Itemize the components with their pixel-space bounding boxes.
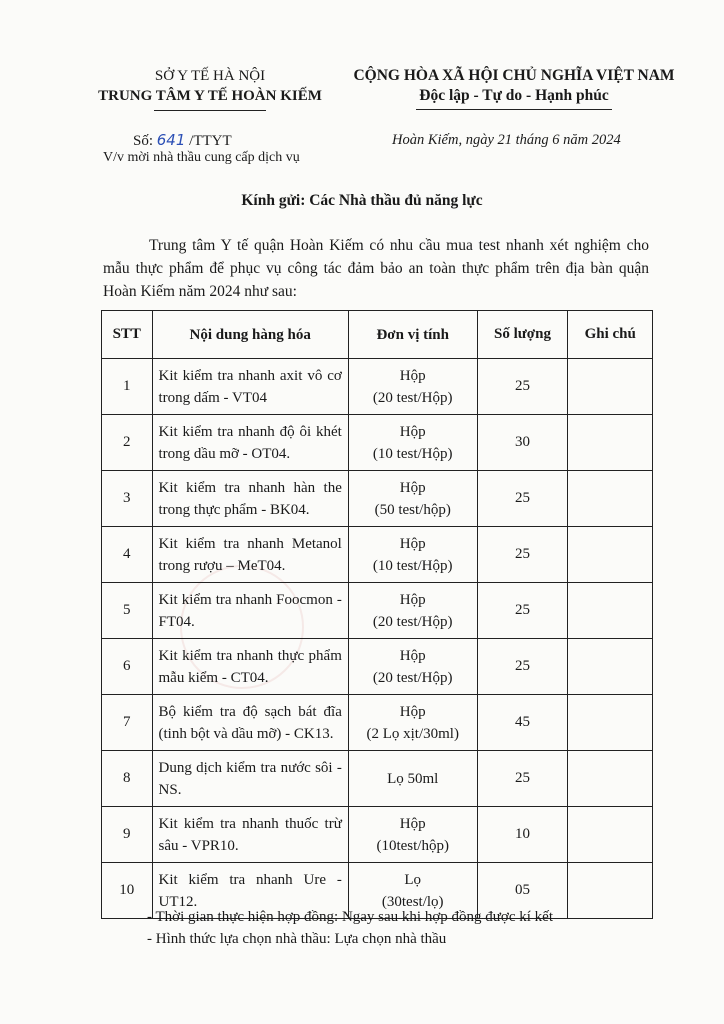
unit-detail: (2 Lọ xịt/30ml) xyxy=(366,725,459,742)
intro-paragraph: Trung tâm Y tế quận Hoàn Kiếm có nhu cầu mua test nhanh xét nghiệm cho mẫu thực phẩm để phục vụ công tác đảm bảo an toàn thực phẩm trên địa bàn quận Hoàn Kiếm năm 2024 như sau: xyxy=(103,237,649,300)
unit-detail: (20 test/Hộp) xyxy=(372,613,453,630)
issuer-block xyxy=(60,66,360,111)
row-note xyxy=(568,471,653,527)
row-qty: 25 xyxy=(477,639,568,695)
row-qty: 10 xyxy=(477,807,568,863)
row-unit xyxy=(348,359,477,415)
row-note xyxy=(568,863,653,919)
unit-main: Hộp xyxy=(399,591,426,608)
row-stt: 2 xyxy=(102,415,153,471)
row-stt: 6 xyxy=(102,639,153,695)
unit-main: Hộp xyxy=(399,703,426,720)
row-qty: 25 xyxy=(477,471,568,527)
header-qty: Số lượng xyxy=(477,311,568,359)
row-content: Kit kiểm tra nhanh Metanol trong rượu – MeT04. xyxy=(152,527,348,583)
row-content: Kit kiểm tra nhanh Ure - UT12. xyxy=(152,863,348,919)
row-note xyxy=(568,583,653,639)
row-stt: 3 xyxy=(102,471,153,527)
row-stt: 9 xyxy=(102,807,153,863)
row-unit xyxy=(348,471,477,527)
header-unit: Đơn vị tính xyxy=(348,311,477,359)
unit-main: Hộp xyxy=(399,535,426,552)
row-qty: 25 xyxy=(477,527,568,583)
row-content: Kit kiểm tra nhanh độ ôi khét trong dầu mỡ - OT04. xyxy=(152,415,348,471)
unit-main: Lọ xyxy=(404,871,422,888)
unit-detail: (10 test/Hộp) xyxy=(372,445,453,462)
motto-underline xyxy=(416,109,612,110)
row-qty: 25 xyxy=(477,359,568,415)
table-row xyxy=(102,695,653,751)
row-unit xyxy=(348,695,477,751)
document-number xyxy=(133,131,232,150)
row-stt: 8 xyxy=(102,751,153,807)
row-note xyxy=(568,695,653,751)
unit-main: Hộp xyxy=(399,479,426,496)
number-prefix: Số: xyxy=(133,133,154,149)
place-date: Hoàn Kiếm, ngày 21 tháng 6 năm 2024 xyxy=(392,132,621,148)
unit-detail: (50 test/hộp) xyxy=(374,501,451,518)
row-qty: 30 xyxy=(477,415,568,471)
row-note xyxy=(568,751,653,807)
row-qty: 05 xyxy=(477,863,568,919)
issuer-underline xyxy=(154,110,266,111)
row-unit xyxy=(348,583,477,639)
unit-detail: (30test/lọ) xyxy=(381,893,444,910)
row-content: Kit kiểm tra nhanh Foocmon - FT04. xyxy=(152,583,348,639)
row-unit xyxy=(348,639,477,695)
row-content: Bộ kiểm tra độ sạch bát đĩa (tinh bột và dầu mỡ) - CK13. xyxy=(152,695,348,751)
row-stt: 5 xyxy=(102,583,153,639)
unit-main: Hộp xyxy=(399,815,426,832)
header-note: Ghi chú xyxy=(568,311,653,359)
table-row xyxy=(102,583,653,639)
row-stt: 4 xyxy=(102,527,153,583)
national-header xyxy=(328,66,700,110)
row-unit xyxy=(348,415,477,471)
row-note xyxy=(568,807,653,863)
national-motto: Độc lập - Tự do - Hạnh phúc xyxy=(419,87,609,104)
table-header-row xyxy=(102,311,653,359)
unit-detail: (20 test/Hộp) xyxy=(372,389,453,406)
table-row xyxy=(102,751,653,807)
unit-detail: (10test/hộp) xyxy=(376,837,449,854)
row-content: Kit kiểm tra nhanh hàn the trong thực phẩm - BK04. xyxy=(152,471,348,527)
row-qty: 25 xyxy=(477,583,568,639)
handwritten-number: 641 xyxy=(156,131,186,149)
row-note xyxy=(568,359,653,415)
header-stt: STT xyxy=(102,311,153,359)
unit-main: Hộp xyxy=(399,647,426,664)
table-row xyxy=(102,639,653,695)
row-qty: 45 xyxy=(477,695,568,751)
country-name: CỘNG HÒA XÃ HỘI CHỦ NGHĨA VIỆT NAM xyxy=(353,67,675,84)
document-subject: V/v mời nhà thầu cung cấp dịch vụ xyxy=(103,150,300,165)
row-qty: 25 xyxy=(477,751,568,807)
row-stt: 7 xyxy=(102,695,153,751)
row-content: Kit kiểm tra nhanh thực phẩm mẫu kiểm - CT04. xyxy=(152,639,348,695)
note-line: - Hình thức lựa chọn nhà thầu: Lựa chọn nhà thầu xyxy=(147,931,447,947)
table-row xyxy=(102,415,653,471)
unit-main: Hộp xyxy=(399,367,426,384)
recipient-line: Kính gửi: Các Nhà thầu đủ năng lực xyxy=(241,192,483,209)
issuer-parent: SỞ Y TẾ HÀ NỘI xyxy=(154,68,266,84)
unit-main: Lọ 50ml xyxy=(387,770,439,787)
row-content: Kit kiểm tra nhanh axit vô cơ trong dấm - VT04 xyxy=(152,359,348,415)
table-row xyxy=(102,471,653,527)
row-content: Dung dịch kiểm tra nước sôi - NS. xyxy=(152,751,348,807)
notes-block xyxy=(147,906,553,950)
row-stt: 10 xyxy=(102,863,153,919)
unit-main: Hộp xyxy=(399,423,426,440)
unit-detail: (10 test/Hộp) xyxy=(372,557,453,574)
row-note xyxy=(568,527,653,583)
row-unit xyxy=(348,807,477,863)
row-note xyxy=(568,639,653,695)
unit-detail: (20 test/Hộp) xyxy=(372,669,453,686)
header-content: Nội dung hàng hóa xyxy=(152,311,348,359)
row-unit xyxy=(348,751,477,807)
table-row xyxy=(102,359,653,415)
number-suffix: /TTYT xyxy=(189,133,232,149)
table-row xyxy=(102,527,653,583)
row-content: Kit kiểm tra nhanh thuốc trừ sâu - VPR10. xyxy=(152,807,348,863)
table-row xyxy=(102,807,653,863)
row-note xyxy=(568,415,653,471)
issuer-name: TRUNG TÂM Y TẾ HOÀN KIẾM xyxy=(98,88,322,104)
row-unit xyxy=(348,527,477,583)
goods-table xyxy=(101,310,653,919)
row-stt: 1 xyxy=(102,359,153,415)
note-line: - Thời gian thực hiện hợp đồng: Ngay sau khi hợp đồng được kí kết xyxy=(147,909,553,925)
